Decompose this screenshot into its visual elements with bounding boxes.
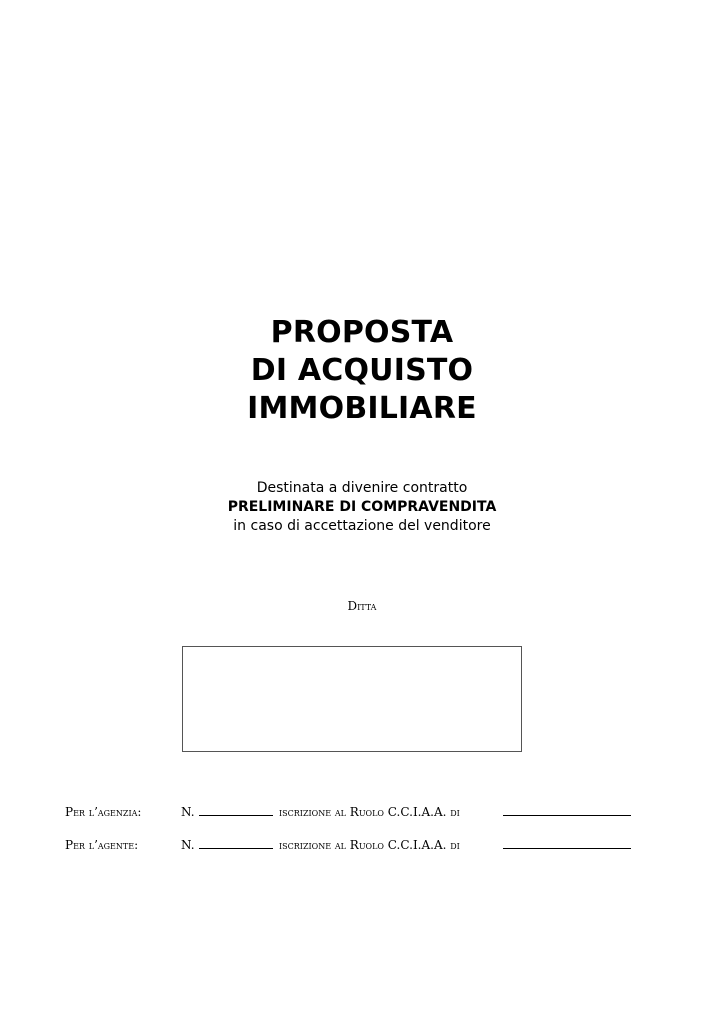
document-subtitle	[0, 479, 724, 536]
document-title	[0, 314, 724, 428]
subtitle-line-1: Destinata a divenire contratto	[256, 480, 468, 496]
agent-place-group	[499, 836, 631, 854]
title-line-3: IMMOBILIARE	[247, 391, 477, 426]
agency-label: Per l’agenzia:	[65, 805, 142, 819]
agent-registration-text: iscrizione al Ruolo C.C.I.A.A. di	[279, 838, 460, 852]
subtitle-line-3: in caso di accettazione del venditore	[233, 518, 491, 534]
agency-registration-line	[65, 803, 645, 821]
subtitle-line-2: PRELIMINARE DI COMPRAVENDITA	[227, 499, 497, 515]
agency-number-group	[181, 803, 273, 821]
agent-number-prefix: N.	[181, 838, 195, 852]
agent-number-field[interactable]	[199, 836, 273, 849]
agency-place-group	[499, 803, 631, 821]
ditta-label: Ditta	[347, 599, 377, 613]
ditta-field[interactable]	[182, 646, 522, 752]
title-line-1: PROPOSTA	[270, 315, 454, 350]
agency-place-field[interactable]	[503, 803, 631, 816]
agent-number-group	[181, 836, 273, 854]
title-line-2: DI ACQUISTO	[250, 353, 474, 388]
agent-place-field[interactable]	[503, 836, 631, 849]
agent-registration-line	[65, 836, 645, 854]
agency-number-field[interactable]	[199, 803, 273, 816]
agency-registration-text: iscrizione al Ruolo C.C.I.A.A. di	[279, 805, 460, 819]
agency-number-prefix: N.	[181, 805, 195, 819]
agent-label: Per l’agente:	[65, 838, 139, 852]
